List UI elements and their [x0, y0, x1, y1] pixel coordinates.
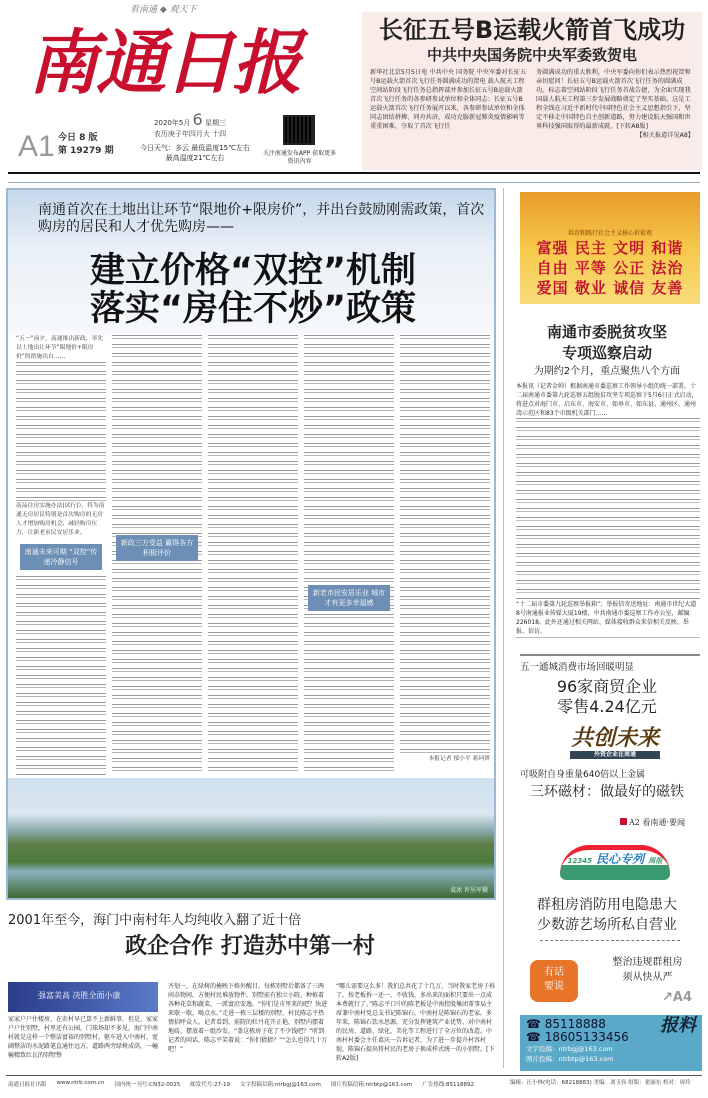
- inspection-tail: “十二届市委第九轮巡察举报箱”；举报信寄送地址：南通市世纪大道8号南通报业传媒大厦19楼，中共南通市委巡察工作办公室，邮编：226018。此外还通过相关网站、媒体接收群众来信相关反映、举报、信访。: [516, 600, 700, 636]
- feature-column: [400, 335, 490, 775]
- village-column: 家家户户住楼房，在农村早已算不上新鲜事。但是，家家户户住别墅，村里还有公园，门球场却不多见，海门中南村就是这样一个整洁富裕的别墅村。驱车进入中南村，宽阔整洁的水泥路笔直通往远方，道路两旁绿树成荫，一幢幢精致红瓦的别墅整: [8, 1016, 159, 1059]
- top-story-headline: 长征五号B运载火箭首飞成功: [378, 16, 686, 44]
- minxin-logo: 12345 民心专列 周报: [560, 845, 670, 880]
- related-ref: 【相关报道详见A8】: [636, 132, 694, 139]
- website-link[interactable]: www.ntrb.com.cn: [56, 1080, 105, 1086]
- feature-deck: 南通首次在土地出让环节“限地价+限房价”，并出台鼓励刚需政策，首次购房的居民和人才优先购房——: [38, 202, 485, 235]
- inspection-lead: 本报讯（记者金帅）根据南通市委巡察工作领导小组的统一部署，十二届南通市委第九轮巡察五组脱贫攻坚专项巡察于5月6日正式启动，将进点对海门市、启东市、海安市、如皋市、如东县、通州区、通州湾示范区和83个市级机关部门……: [516, 382, 700, 418]
- village-column: 齐划一，在绿树的掩映下格外醒目。每栋别墅后都备了三两间杂物间，方便村民堆放物件。别墅前有独立小院，种植着各种花草和蔬菜，一派富庶安逸。“你们是市里来的吧？快进来歇一歇，喝点水。”走进一栋三层楼的别墅，村民陈志平热情招呼众人。记者看到，前院的牡丹花开正艳，别墅内摆着地砖，摆放着一组沙发。“盖这栋房子花了不少钱吧？”听到记者的问话，陈志平笑着说：“你们猜猜？”“怎么也得几十万吧！”: [168, 983, 328, 1053]
- village-column: “哪儿需要这么多！我们总共花了十几万，当时我家老房子拆了，按老板拆一还一，不收钱，多出来的面积只要出一点成本费就行了。”陈志平口中的陈老板是中南控股集团董事局主席兼中南村党总支书记陈锦石。中南村是陈锦石的老家。多年来，陈锦石饮水思源，充分发挥建筑产业优势，对中南村的民房、道路、绿化、美化等工程进行了全方位的改造。中南村村委会主任葛庆一告诉记者，为了进一步提升村容村貌，陈锦石提出将村民的老房子换成样式统一的小别墅。[下转A2版]: [336, 983, 496, 1062]
- email: 文字投稿：ntrbgj@163.com: [526, 1045, 613, 1053]
- tip-logo: 报料: [660, 1015, 696, 1036]
- email: 图片投稿：ntrbtp@163.com: [526, 1055, 614, 1063]
- feature-headline: 建立价格“双控”机制 落实“房住不炒”政策: [89, 251, 416, 329]
- subhead: 南通未来可期 “双控”传递冷静信号: [20, 544, 102, 570]
- footer: 南通日报社出版 www.ntrb.com.cn 国内统一刊号:CN32-0025 邮发代号:27-19 文字投稿信箱:ntrbgj@163.com 图片投稿信箱:ntrbtp@163.com 广告热线:85118892: [8, 1080, 475, 1088]
- byline: 本报记者 郁小平 蒋珂妍: [400, 755, 490, 764]
- divider: [540, 940, 680, 941]
- youhua-yaoshuo-icon: 有话 要说: [530, 960, 578, 1002]
- subhead: 新政三方受益 赢得各方积极评价: [120, 539, 194, 557]
- rental-comment: 整治违规群租房 须从快从严: [612, 957, 683, 983]
- page-ref-a4: ↗A4: [662, 990, 693, 1005]
- feature-column: [112, 335, 202, 775]
- slogan: 看南通 ◆ 观天下: [130, 5, 197, 15]
- top-story-subhead: 中共中央国务院中央军委致贺电: [426, 46, 637, 64]
- newspaper-logo: 南通日报: [28, 22, 300, 104]
- xiaokang-banner: 强富美高 决胜全面小康: [8, 982, 158, 1012]
- feature-column: [208, 335, 298, 775]
- village-kicker: 2001年至今，海门中南村年人均纯收入翻了近十倍: [8, 913, 302, 928]
- issue-info: 今日 8 版 第 19279 期: [58, 133, 114, 156]
- city-park-photo: [8, 778, 494, 898]
- feature-story: [6, 188, 496, 900]
- rental-headline: 群租房消防用电隐患大 少数游艺场所私自营业: [537, 897, 677, 933]
- consumption-headline: 96家商贸企业 零售4.24亿元: [556, 677, 658, 716]
- page-ref-a2: A2 看南通·要闻: [620, 817, 685, 828]
- divider: [520, 654, 700, 656]
- credits: 编辑：汪小林(电话：68218883) 美编：刘玉容 组版：翟丽东 校对：周玲: [510, 1080, 691, 1086]
- date-block: 2020年5月 6 星期三 农历庚子年四月大 十四: [153, 110, 227, 138]
- consumption-kicker: 五一通城消费市场回暖明显: [520, 662, 635, 673]
- divider: [6, 1075, 702, 1076]
- core-values-banner: 培育和践行社会主义核心价值观 富强 民主 文明 和谐 自由 平等 公正 法治 爱国 敬业 诚信 友善: [520, 192, 700, 304]
- feature-lead: “五一”前夕，南通推出新政，率先以土地出让环节“限地价+限房价”的措施出台……: [16, 335, 106, 362]
- subhead: 新老市民安居乐业 城市才有更多幸福感: [312, 589, 386, 607]
- top-story-col: 务圆满成功的重大胜利，中央军委向你们表示热烈祝贺和亲切慰问！长征五号B运载火箭首次飞行任务的圆满成功，标志着空间站阶段飞行任务首战告捷，为全面实现我国载人航天工程第三步发展战略奠定了坚实基础。这是工程全线在习近平新时代中国特色社会主义思想指引下，坚定不移走中国特色自主创新道路，努力建设航天强国和世界科技强国取得的最新成就。[下转A8版]: [536, 69, 691, 130]
- inspection-headline: 南通市委脱贫攻坚 专项巡察启动: [546, 323, 667, 362]
- divider: [8, 182, 700, 183]
- phone-number: ☎ 18605133456: [526, 1030, 629, 1044]
- feature-column: [16, 335, 106, 775]
- sanhuan-kicker: 可吸附自身重量640倍以上金属: [520, 770, 646, 780]
- qr-caption: 关注南通发布APP 获取更多资讯内容: [262, 150, 337, 165]
- news-tip-box: [520, 1015, 702, 1071]
- photo-credit: 袁冰 许丛军摄: [450, 887, 488, 894]
- sanhuan-headline: 三环磁材：做最好的磁铁: [530, 784, 684, 800]
- village-headline: 政企合作 打造苏中第一村: [125, 933, 375, 959]
- inspection-subhead: 为期约2个月，重点聚焦八个方面: [533, 366, 681, 377]
- qr-code-icon: [283, 115, 315, 145]
- top-story: [362, 12, 702, 170]
- gongchuang-logo: 共创未来 外资企业在南通: [570, 725, 659, 758]
- feature-column: [304, 335, 394, 775]
- weather: 今日天气：多云 最低温度15℃左右 最高温度21℃左右: [140, 144, 250, 162]
- divider: [8, 172, 700, 174]
- divider: [503, 188, 504, 1068]
- phone-number: ☎ 85118888: [526, 1017, 606, 1031]
- feature-col1-tail: 南品住房实施办法(试行)》，将为南通无房居民特别是首次购房的无房人才增加购房机会、减轻购房压力，让新老市民安居乐业。: [16, 503, 105, 536]
- edition-number: A1: [18, 130, 55, 163]
- top-story-col: 新华社北京5月5日电 中共中央 国务院 中央军委对长征五号B运载火箭首次飞行任务圆满成功的贺电 载人航天工程空间站阶段飞行任务总指挥部并参加长征五号B运载火箭首次飞行任务的各参研参试单位和全体同志：长征五号B运载火箭首次飞行任务展开以来，各参研参试单位和全体同志团结拼搏、同舟共济，成功克服新冠肺炎疫情影响等重重困难，夺取了首次飞行任: [370, 69, 527, 130]
